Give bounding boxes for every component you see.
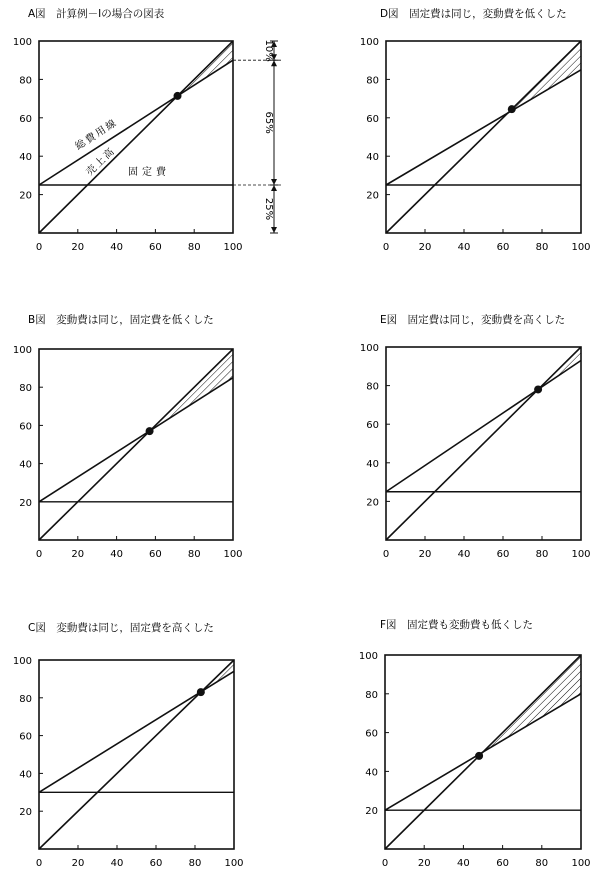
y-tick-label: 80 xyxy=(366,381,379,393)
x-tick-label: 60 xyxy=(149,549,162,560)
x-tick-label: 100 xyxy=(571,549,591,560)
x-tick-label: 40 xyxy=(457,549,471,560)
x-tick-label: 80 xyxy=(535,858,549,869)
y-tick-label: 40 xyxy=(19,769,32,781)
x-tick-label: 100 xyxy=(223,242,243,253)
sales-line xyxy=(386,41,581,233)
x-tick-label: 100 xyxy=(571,242,591,253)
x-tick-label: 0 xyxy=(35,549,43,560)
y-tick-label: 80 xyxy=(366,75,379,87)
y-tick-label: 20 xyxy=(19,497,32,509)
y-tick-label: 100 xyxy=(12,37,32,48)
x-tick-label: 20 xyxy=(71,549,85,560)
x-tick-label: 40 xyxy=(457,242,471,253)
y-tick-label: 20 xyxy=(365,806,378,818)
chart-C xyxy=(13,621,244,869)
sales-line xyxy=(39,660,234,849)
y-tick-label: 40 xyxy=(365,767,378,779)
y-tick-label: 40 xyxy=(19,152,32,164)
x-tick-label: 40 xyxy=(457,858,470,869)
x-tick-label: 20 xyxy=(71,242,85,253)
y-tick-label: 20 xyxy=(366,190,379,202)
y-tick-label: 60 xyxy=(366,113,379,125)
chart-title: E図 固定費は同じ，変動費を高くした xyxy=(380,314,566,326)
y-tick-label: 60 xyxy=(19,731,32,743)
x-tick-label: 100 xyxy=(223,549,243,560)
y-tick-label: 80 xyxy=(19,75,32,87)
x-tick-label: 40 xyxy=(110,549,123,560)
total-cost-line xyxy=(386,361,581,492)
x-tick-label: 100 xyxy=(224,858,244,869)
bracket-label: 65% xyxy=(263,111,274,134)
chart-A xyxy=(13,7,282,253)
y-tick-label: 100 xyxy=(359,343,379,354)
x-tick-label: 20 xyxy=(418,242,432,253)
total-cost-label: 総費用線 xyxy=(73,117,120,153)
breakeven-point xyxy=(146,427,154,435)
x-tick-label: 100 xyxy=(571,858,591,869)
y-tick-label: 20 xyxy=(366,497,379,509)
x-tick-label: 20 xyxy=(71,858,85,869)
breakeven-point xyxy=(475,752,483,760)
x-tick-label: 0 xyxy=(382,549,390,560)
x-tick-label: 40 xyxy=(110,858,124,869)
y-tick-label: 100 xyxy=(358,651,378,662)
y-tick-label: 60 xyxy=(366,420,379,432)
y-tick-label: 80 xyxy=(365,689,378,701)
y-tick-label: 60 xyxy=(19,421,32,433)
sales-label: 売上高 xyxy=(84,145,118,179)
y-tick-label: 60 xyxy=(365,728,378,740)
y-tick-label: 20 xyxy=(19,807,32,819)
x-tick-label: 0 xyxy=(35,858,43,869)
chart-title: C図 変動費は同じ，固定費を高くした xyxy=(28,622,214,634)
x-tick-label: 80 xyxy=(188,858,202,869)
breakeven-point xyxy=(174,92,182,100)
breakeven-point xyxy=(508,105,516,113)
y-tick-label: 40 xyxy=(366,458,379,470)
chart-E xyxy=(360,313,591,560)
chart-B xyxy=(13,313,243,560)
chart-title: A図 計算例－Ⅰの場合の図表 xyxy=(28,8,165,20)
bracket-arrow xyxy=(271,227,277,233)
chart-title: B図 変動費は同じ，固定費を低くした xyxy=(28,314,214,326)
x-tick-label: 80 xyxy=(535,242,549,253)
sales-line xyxy=(39,41,233,233)
x-tick-label: 60 xyxy=(496,549,510,560)
chart-F xyxy=(359,618,591,869)
x-tick-label: 0 xyxy=(35,242,43,253)
y-tick-label: 20 xyxy=(19,190,32,202)
chart-title: D図 固定費は同じ，変動費を低くした xyxy=(380,8,567,20)
x-tick-label: 40 xyxy=(110,242,123,253)
breakeven-point xyxy=(197,688,205,696)
bracket-arrow xyxy=(271,185,277,191)
y-tick-label: 40 xyxy=(366,152,379,164)
sales-line xyxy=(385,655,581,849)
chart-title: F図 固定費も変動費も低くした xyxy=(380,619,534,631)
x-tick-label: 20 xyxy=(418,549,432,560)
sales-line xyxy=(386,347,581,540)
total-cost-line xyxy=(39,671,234,792)
total-cost-line xyxy=(386,70,581,185)
x-tick-label: 0 xyxy=(382,242,390,253)
y-tick-label: 100 xyxy=(359,37,379,48)
chart-D xyxy=(360,7,591,253)
x-tick-label: 60 xyxy=(496,858,509,869)
y-tick-label: 40 xyxy=(19,459,32,471)
x-tick-label: 80 xyxy=(187,549,201,560)
fixed-cost-label: 固定費 xyxy=(128,167,170,178)
y-tick-label: 60 xyxy=(19,113,32,125)
x-tick-label: 60 xyxy=(496,242,510,253)
x-tick-label: 80 xyxy=(535,549,549,560)
x-tick-label: 60 xyxy=(149,242,162,253)
breakeven-point xyxy=(534,385,542,393)
bracket-label: 25% xyxy=(263,197,274,221)
x-tick-label: 0 xyxy=(381,858,389,869)
y-tick-label: 100 xyxy=(12,345,32,356)
x-tick-label: 20 xyxy=(417,858,431,869)
bracket-arrow xyxy=(271,179,277,185)
total-cost-line xyxy=(39,378,233,502)
bracket-label: 10% xyxy=(263,39,274,62)
y-tick-label: 80 xyxy=(19,383,32,395)
x-tick-label: 60 xyxy=(149,858,163,869)
x-tick-label: 80 xyxy=(187,242,201,253)
y-tick-label: 100 xyxy=(12,656,32,667)
sales-line xyxy=(39,349,233,540)
y-tick-label: 80 xyxy=(19,693,32,705)
